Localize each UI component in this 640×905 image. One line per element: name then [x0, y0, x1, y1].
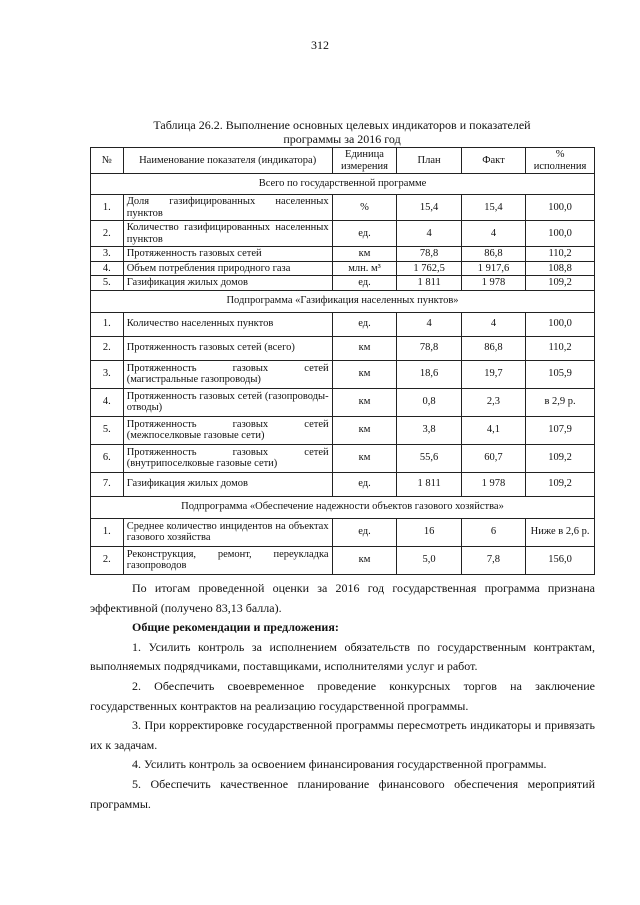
table-row: [91, 518, 595, 546]
cell-name: Протяженность газовых сетей: [123, 247, 332, 262]
cell-pct: 105,9: [526, 360, 595, 388]
cell-fact: 2,3: [461, 388, 525, 416]
table-row: [91, 312, 595, 336]
cell-plan: 4: [397, 312, 461, 336]
cell-plan: 78,8: [397, 247, 461, 262]
cell-plan: 1 811: [397, 472, 461, 496]
cell-plan: 16: [397, 518, 461, 546]
cell-num: 2.: [91, 221, 124, 247]
recommendation-item: 1. Усилить контроль за исполнением обязательств по государственным контрактам, выполняемых подрядчиками, поставщиками, исполнителями услуг и работ.: [90, 639, 595, 674]
cell-fact: 19,7: [461, 360, 525, 388]
cell-pct: 109,2: [526, 276, 595, 291]
cell-num: 4.: [91, 388, 124, 416]
cell-plan: 1 811: [397, 276, 461, 291]
cell-name: Реконструкция, ремонт, переукладка газопроводов: [123, 546, 332, 574]
cell-num: 1.: [91, 195, 124, 221]
table-caption: [90, 118, 594, 146]
table-caption-line-1: Таблица 26.2. Выполнение основных целевых индикаторов и показателей: [153, 118, 531, 132]
cell-fact: 4: [461, 312, 525, 336]
cell-unit: км: [332, 247, 397, 262]
recommendation-item: 3. При корректировке государственной программы пересмотреть индикаторы и привязать их к задачам.: [90, 718, 595, 752]
cell-name: Протяженность газовых сетей (газопроводы-отводы): [123, 388, 332, 416]
indicators-table: [90, 147, 595, 575]
cell-plan: 5,0: [397, 546, 461, 574]
cell-unit: км: [332, 388, 397, 416]
table-row: [91, 360, 595, 388]
cell-name: Протяженность газовых сетей (внутрипоселковые газовые сети): [123, 444, 332, 472]
cell-name: Газификация жилых домов: [123, 472, 332, 496]
cell-fact: 86,8: [461, 247, 525, 262]
table-row: [91, 276, 595, 291]
cell-pct: 156,0: [526, 546, 595, 574]
table-row: [91, 388, 595, 416]
cell-fact: 60,7: [461, 444, 525, 472]
cell-num: 4.: [91, 261, 124, 276]
cell-plan: 55,6: [397, 444, 461, 472]
cell-unit: км: [332, 546, 397, 574]
header-plan: План: [397, 148, 461, 174]
cell-fact: 1 917,6: [461, 261, 525, 276]
cell-num: 5.: [91, 416, 124, 444]
table-row: [91, 472, 595, 496]
cell-pct: 109,2: [526, 472, 595, 496]
cell-name: Доля газифицированных населенных пунктов: [123, 195, 332, 221]
cell-num: 3.: [91, 360, 124, 388]
cell-plan: 15,4: [397, 195, 461, 221]
cell-num: 2.: [91, 336, 124, 360]
cell-unit: ед.: [332, 276, 397, 291]
cell-fact: 6: [461, 518, 525, 546]
recommendation-item: 4. Усилить контроль за освоением финансирования государственной программы.: [132, 757, 547, 772]
cell-name: Протяженность газовых сетей (всего): [123, 336, 332, 360]
cell-unit: км: [332, 360, 397, 388]
cell-num: 7.: [91, 472, 124, 496]
cell-name: Количество населенных пунктов: [123, 312, 332, 336]
table-row: [91, 336, 595, 360]
cell-plan: 3,8: [397, 416, 461, 444]
cell-fact: 1 978: [461, 276, 525, 291]
header-pct: % исполнения: [526, 148, 595, 174]
cell-pct: 100,0: [526, 312, 595, 336]
section-title: Подпрограмма «Обеспечение надежности объектов газового хозяйства»: [91, 496, 595, 518]
table-header-row: [91, 148, 595, 174]
cell-plan: 0,8: [397, 388, 461, 416]
table-row: [91, 546, 595, 574]
cell-pct: 110,2: [526, 247, 595, 262]
recommendations-heading: Общие рекомендации и предложения:: [132, 620, 339, 635]
cell-pct: 109,2: [526, 444, 595, 472]
conclusion-paragraph: По итогам проведенной оценки за 2016 год государственная программа признана эффективной (получено 83,13 балла).: [90, 581, 595, 615]
cell-unit: млн. м³: [332, 261, 397, 276]
cell-pct: 110,2: [526, 336, 595, 360]
cell-plan: 18,6: [397, 360, 461, 388]
section-title-row: [91, 174, 595, 195]
recommendation-item: 2. Обеспечить своевременное проведение конкурсных торгов на заключение государственных контрактов на реализацию государственной программы.: [90, 678, 595, 713]
body-text: [90, 579, 595, 814]
table-row: [91, 247, 595, 262]
section-title: Всего по государственной программе: [91, 174, 595, 195]
cell-pct: 100,0: [526, 195, 595, 221]
cell-num: 3.: [91, 247, 124, 262]
cell-pct: 100,0: [526, 221, 595, 247]
cell-unit: %: [332, 195, 397, 221]
cell-plan: 78,8: [397, 336, 461, 360]
cell-unit: ед.: [332, 472, 397, 496]
table-body: [91, 174, 595, 575]
cell-name: Объем потребления природного газа: [123, 261, 332, 276]
table-caption-line-2: программы за 2016 год: [283, 132, 401, 146]
cell-unit: ед.: [332, 221, 397, 247]
cell-fact: 86,8: [461, 336, 525, 360]
recommendation-item: 5. Обеспечить качественное планирование финансового обеспечения мероприятий программы.: [90, 776, 595, 811]
header-name: Наименование показателя (индикатора): [123, 148, 332, 174]
cell-pct: Ниже в 2,6 р.: [526, 518, 595, 546]
table-row: [91, 416, 595, 444]
cell-unit: ед.: [332, 518, 397, 546]
cell-pct: в 2,9 р.: [526, 388, 595, 416]
cell-fact: 7,8: [461, 546, 525, 574]
header-fact: Факт: [461, 148, 525, 174]
table-row: [91, 221, 595, 247]
cell-name: Протяженность газовых сетей (межпоселковые газовые сети): [123, 416, 332, 444]
cell-name: Количество газифицированных населенных пунктов: [123, 221, 332, 247]
cell-name: Среднее количество инцидентов на объектах газового хозяйства: [123, 518, 332, 546]
table-row: [91, 261, 595, 276]
cell-fact: 4,1: [461, 416, 525, 444]
cell-num: 1.: [91, 518, 124, 546]
cell-num: 5.: [91, 276, 124, 291]
cell-name: Газификация жилых домов: [123, 276, 332, 291]
cell-name: Протяженность газовых сетей (магистральные газопроводы): [123, 360, 332, 388]
header-num: №: [91, 148, 124, 174]
cell-num: 6.: [91, 444, 124, 472]
cell-fact: 1 978: [461, 472, 525, 496]
cell-num: 1.: [91, 312, 124, 336]
cell-unit: ед.: [332, 312, 397, 336]
cell-plan: 4: [397, 221, 461, 247]
cell-pct: 107,9: [526, 416, 595, 444]
cell-pct: 108,8: [526, 261, 595, 276]
cell-fact: 4: [461, 221, 525, 247]
section-title-row: [91, 496, 595, 518]
cell-num: 2.: [91, 546, 124, 574]
table-row: [91, 195, 595, 221]
cell-unit: км: [332, 336, 397, 360]
header-unit: Единица измерения: [332, 148, 397, 174]
section-title: Подпрограмма «Газификация населенных пунктов»: [91, 290, 595, 312]
cell-unit: км: [332, 416, 397, 444]
table-row: [91, 444, 595, 472]
cell-plan: 1 762,5: [397, 261, 461, 276]
cell-fact: 15,4: [461, 195, 525, 221]
section-title-row: [91, 290, 595, 312]
page-number: 312: [311, 38, 329, 52]
cell-unit: км: [332, 444, 397, 472]
